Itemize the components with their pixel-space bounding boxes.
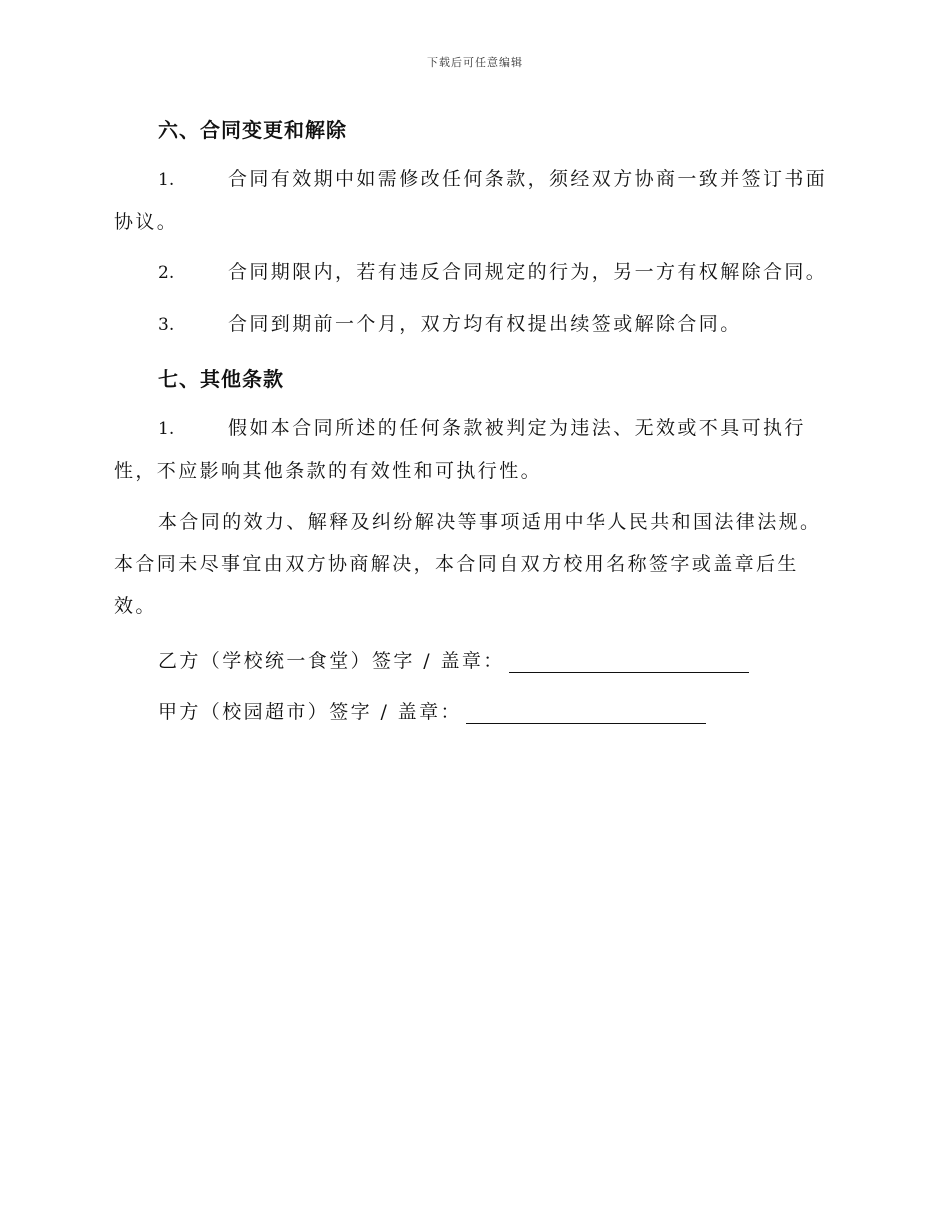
item-text: 合同期限内，若有违反合同规定的行为，另一方有权解除合同。	[228, 261, 828, 283]
item-text: 假如本合同所述的任何条款被判定为违法、无效或不具可执行性，不应影响其他条款的有效性和可执行性。	[114, 417, 806, 482]
party-b-signature-label: 乙方（学校统一食堂）签字 / 盖章：	[158, 650, 505, 672]
page-header-note: 下载后可任意编辑	[427, 56, 523, 69]
section-6-item-2	[114, 251, 827, 294]
item-text: 合同有效期中如需修改任何条款，须经双方协商一致并签订书面协议。	[114, 168, 828, 233]
closing-text: 本合同的效力、解释及纠纷解决等事项适用中华人民共和国法律法规。本合同未尽事宜由双方协商解决，本合同自双方校用名称签字或盖章后生效。	[114, 511, 822, 617]
item-number: 3.	[158, 315, 175, 335]
section-7-closing	[114, 501, 834, 627]
section-7-item-1	[114, 407, 834, 492]
section-7-title: 七、其他条款	[158, 367, 284, 391]
item-text: 合同到期前一个月，双方均有权提出续签或解除合同。	[228, 313, 742, 335]
section-6-item-3	[114, 303, 742, 346]
party-b-signature-line	[158, 646, 749, 673]
section-6-item-1	[114, 158, 834, 243]
party-b-signature-blank[interactable]	[509, 652, 749, 673]
party-a-signature-line	[158, 697, 706, 724]
party-a-signature-blank[interactable]	[466, 703, 706, 724]
party-a-signature-label: 甲方（校园超市）签字 / 盖章：	[158, 701, 462, 723]
item-number: 1.	[158, 419, 175, 439]
item-number: 2.	[158, 263, 175, 283]
section-6-title: 六、合同变更和解除	[158, 118, 347, 142]
item-number: 1.	[158, 170, 175, 190]
